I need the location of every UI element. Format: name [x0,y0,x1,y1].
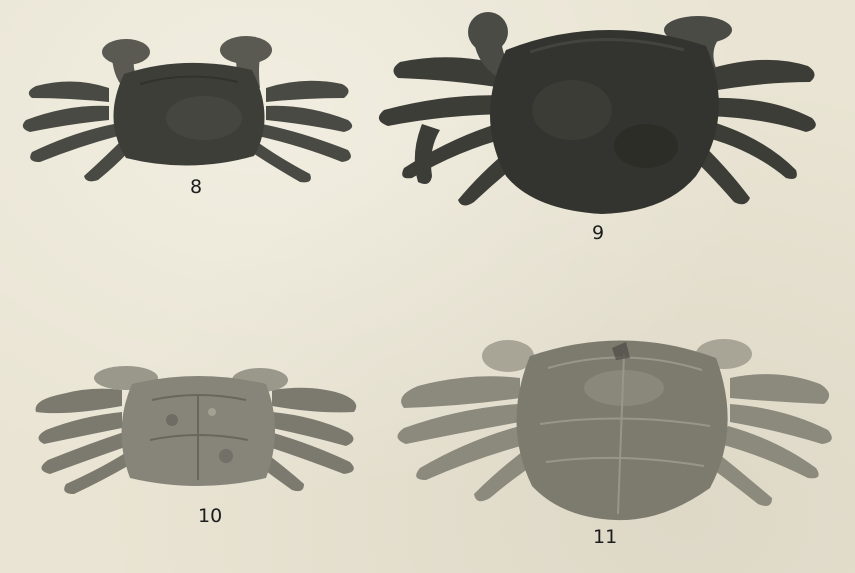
figure-number-8: 8 [190,176,203,198]
crab-specimen-8 [14,28,362,188]
crab-specimen-9 [366,6,826,218]
figure-number-11: 11 [593,526,618,548]
figure-number-10: 10 [198,505,223,527]
crab-specimen-10 [22,360,372,500]
figure-number-9: 9 [592,222,605,244]
crab-specimen-11 [380,328,840,524]
